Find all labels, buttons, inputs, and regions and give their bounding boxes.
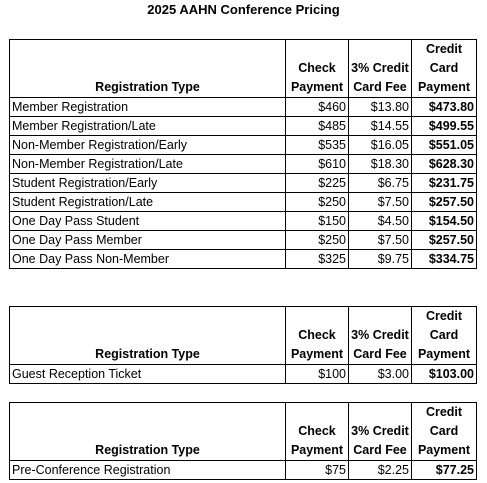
page-title: 2025 AAHN Conference Pricing: [147, 2, 340, 17]
cell-registration-type: Student Registration/Late: [10, 193, 286, 212]
table-row: [10, 193, 477, 212]
header-check-payment: Check Payment: [286, 40, 349, 98]
cell-card-fee: $18.30: [349, 155, 412, 174]
cell-registration-type: One Day Pass Student: [10, 212, 286, 231]
cell-registration-type: Student Registration/Early: [10, 174, 286, 193]
cell-card-fee: $16.05: [349, 136, 412, 155]
cell-check-payment: $100: [286, 365, 349, 384]
cell-credit-card-payment: $77.25: [412, 461, 477, 480]
cell-registration-type: Member Registration/Late: [10, 117, 286, 136]
cell-check-payment: $610: [286, 155, 349, 174]
cell-credit-card-payment: $473.80: [412, 98, 477, 117]
cell-check-payment: $485: [286, 117, 349, 136]
header-check-payment: Check Payment: [286, 403, 349, 461]
cell-credit-card-payment: $334.75: [412, 250, 477, 269]
header-card-fee: 3% Credit Card Fee: [349, 403, 412, 461]
header-registration-type: Registration Type: [10, 40, 286, 98]
cell-check-payment: $150: [286, 212, 349, 231]
cell-card-fee: $6.75: [349, 174, 412, 193]
header-credit-card-payment: Credit Card Payment: [412, 307, 477, 365]
cell-check-payment: $250: [286, 231, 349, 250]
header-card-fee: 3% Credit Card Fee: [349, 40, 412, 98]
cell-card-fee: $13.80: [349, 98, 412, 117]
header-registration-type: Registration Type: [10, 403, 286, 461]
table-row: [10, 136, 477, 155]
cell-check-payment: $535: [286, 136, 349, 155]
cell-card-fee: $3.00: [349, 365, 412, 384]
cell-check-payment: $75: [286, 461, 349, 480]
cell-credit-card-payment: $257.50: [412, 193, 477, 212]
cell-credit-card-payment: $103.00: [412, 365, 477, 384]
cell-registration-type: One Day Pass Member: [10, 231, 286, 250]
cell-credit-card-payment: $231.75: [412, 174, 477, 193]
cell-registration-type: Guest Reception Ticket: [10, 365, 286, 384]
cell-check-payment: $460: [286, 98, 349, 117]
table-row: [10, 212, 477, 231]
cell-registration-type: Pre-Conference Registration: [10, 461, 286, 480]
cell-registration-type: One Day Pass Non-Member: [10, 250, 286, 269]
cell-card-fee: $14.55: [349, 117, 412, 136]
cell-credit-card-payment: $154.50: [412, 212, 477, 231]
pricing-table-preconference: [9, 402, 477, 480]
table-row: [10, 231, 477, 250]
cell-credit-card-payment: $628.30: [412, 155, 477, 174]
table-header-row: [10, 307, 477, 365]
cell-registration-type: Member Registration: [10, 98, 286, 117]
cell-card-fee: $7.50: [349, 231, 412, 250]
cell-credit-card-payment: $499.55: [412, 117, 477, 136]
cell-credit-card-payment: $551.05: [412, 136, 477, 155]
cell-credit-card-payment: $257.50: [412, 231, 477, 250]
header-card-fee: 3% Credit Card Fee: [349, 307, 412, 365]
table-row: [10, 98, 477, 117]
table-header-row: [10, 403, 477, 461]
header-registration-type: Registration Type: [10, 307, 286, 365]
cell-check-payment: $250: [286, 193, 349, 212]
pricing-table-guest: [9, 306, 477, 384]
cell-card-fee: $9.75: [349, 250, 412, 269]
table-row: [10, 155, 477, 174]
cell-card-fee: $4.50: [349, 212, 412, 231]
cell-registration-type: Non-Member Registration/Late: [10, 155, 286, 174]
table-row: [10, 174, 477, 193]
pricing-table-main: [9, 39, 477, 269]
table-row: [10, 250, 477, 269]
cell-card-fee: $2.25: [349, 461, 412, 480]
table-row: [10, 117, 477, 136]
header-credit-card-payment: Credit Card Payment: [412, 403, 477, 461]
table-row: [10, 461, 477, 480]
table-row: [10, 365, 477, 384]
cell-card-fee: $7.50: [349, 193, 412, 212]
cell-registration-type: Non-Member Registration/Early: [10, 136, 286, 155]
table-header-row: [10, 40, 477, 98]
cell-check-payment: $325: [286, 250, 349, 269]
header-credit-card-payment: Credit Card Payment: [412, 40, 477, 98]
cell-check-payment: $225: [286, 174, 349, 193]
header-check-payment: Check Payment: [286, 307, 349, 365]
